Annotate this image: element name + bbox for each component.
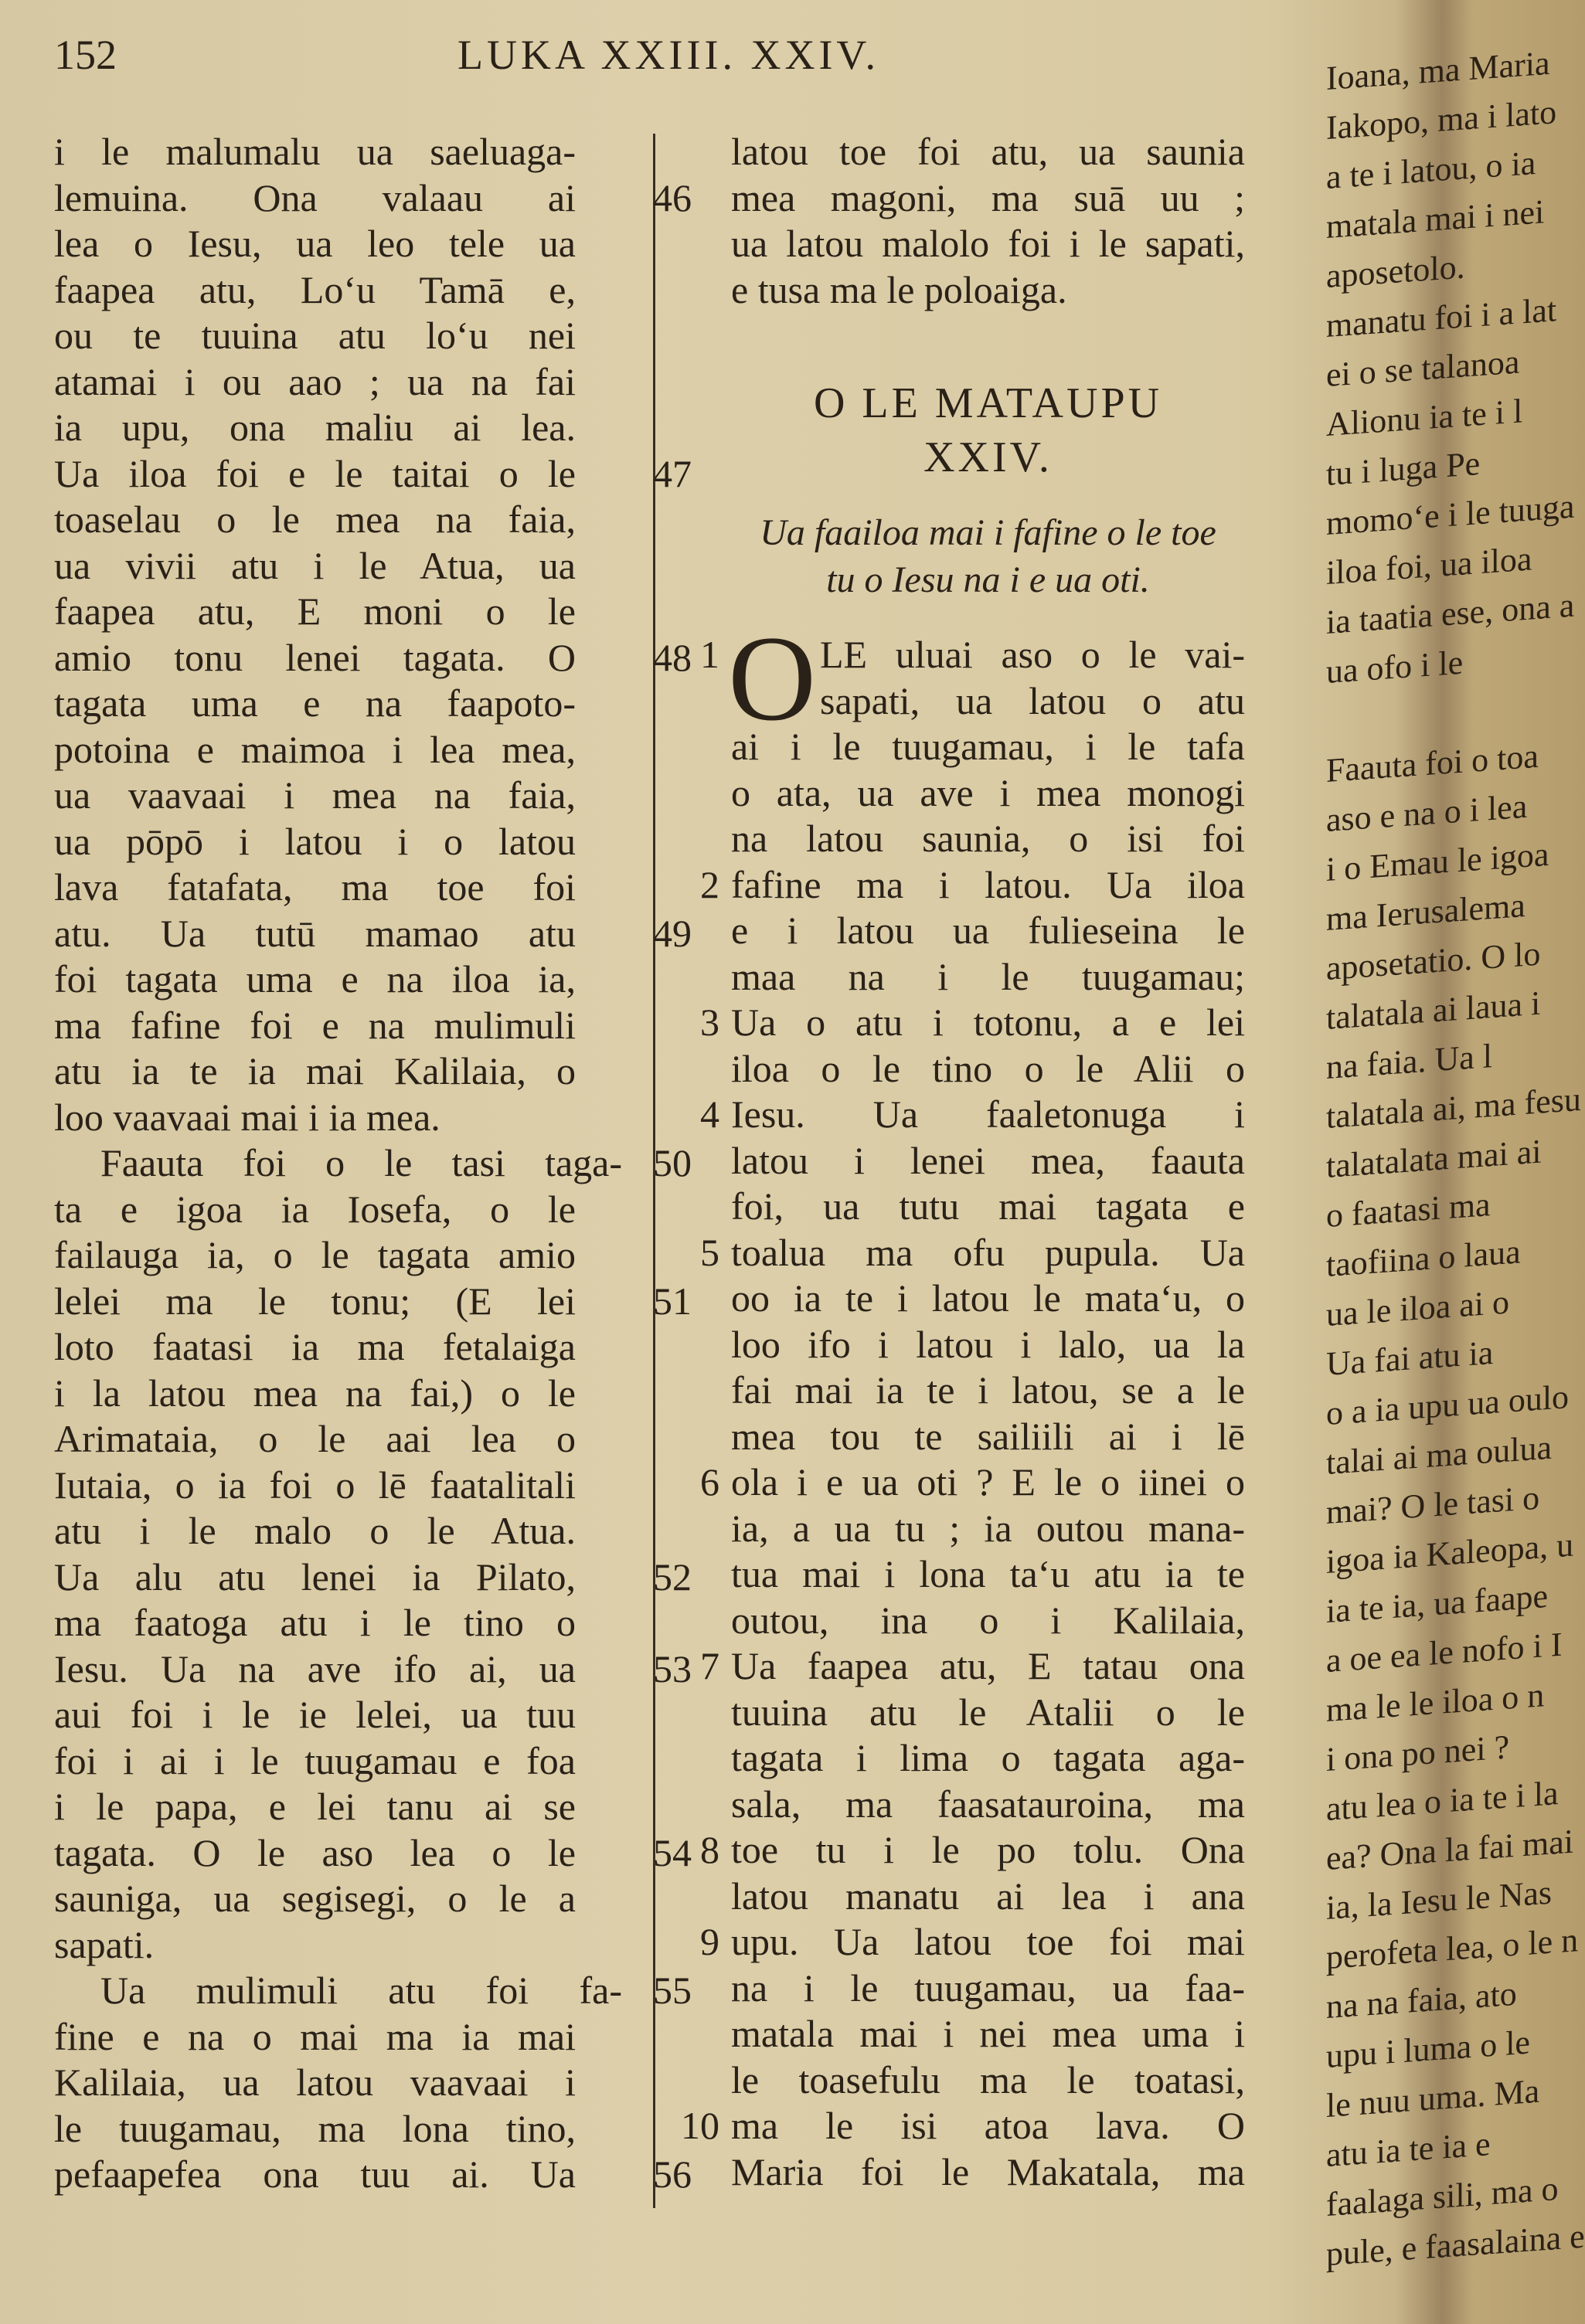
line-text: foi i ai i le tuugamau e foa	[54, 1738, 576, 1782]
adjacent-page-line: pule, e faasalaina e	[1326, 2217, 1585, 2273]
line-text: ma faatoga atu i le tino o	[54, 1601, 576, 1644]
adjacent-page-line: talatala ai laua i	[1326, 984, 1541, 1037]
text-line	[54, 1692, 622, 1738]
line-text: ia upu, ona maliu ai lea.	[54, 406, 576, 449]
adjacent-page-line: faalaga sili, ma o	[1326, 2169, 1559, 2224]
line-text: lelei ma le tonu; (E lei	[54, 1279, 576, 1323]
text-line	[731, 1735, 1245, 1782]
adjacent-page-line: o a ia upu ua oulo	[1326, 1378, 1570, 1432]
text-line	[54, 589, 622, 635]
verse-number: 50	[653, 1141, 692, 1184]
line-text: upu. Ua latou toe foi mai	[731, 1920, 1245, 1963]
text-line	[54, 1554, 692, 1601]
adjacent-page-edge	[1326, 43, 1585, 2324]
line-text: loto faatasi ia ma fetalaiga	[54, 1325, 576, 1368]
line-text: aui foi i le ie lelei, ua tuu	[54, 1693, 576, 1736]
line-text: maa na i le tuugamau;	[731, 954, 1245, 998]
line-text: fine e na o mai ma ia mai	[54, 2014, 576, 2058]
line-text: pefaapefea ona tuu ai. Ua	[54, 2152, 576, 2196]
adjacent-page-line: ua le iloa ai o	[1326, 1283, 1510, 1334]
line-text: e tusa ma le poloaiga.	[731, 267, 1067, 311]
line-text: Arimataia, o le aai lea o	[54, 1417, 576, 1460]
adjacent-page-line: talatalata mai ai	[1326, 1132, 1542, 1185]
text-line	[54, 2014, 622, 2061]
text-line	[54, 773, 622, 819]
line-text: lava fatafata, ma toe foi	[54, 865, 576, 909]
adjacent-page-line: matala mai i nei	[1326, 192, 1545, 246]
adjacent-page-line: perofeta lea, o le n	[1326, 1921, 1579, 1976]
adjacent-page-line: aso e na o i lea	[1326, 787, 1528, 839]
verse-number: 3	[700, 1001, 719, 1044]
chapter-summary-line: Ua faailoa mai i fafine o le toe	[760, 512, 1216, 553]
text-line	[731, 1184, 1245, 1230]
adjacent-page-line: Faauta foi o toa	[1326, 736, 1539, 790]
text-line	[54, 405, 622, 451]
adjacent-page-line: momo‘e i le tuuga	[1326, 487, 1575, 542]
verse-number: 48	[653, 635, 692, 679]
line-text: atu i le malo o le Atua.	[54, 1509, 576, 1552]
text-line	[54, 2152, 692, 2198]
text-line	[54, 267, 622, 314]
text-line	[54, 1279, 692, 1325]
adjacent-page-line: Ioana, ma Maria	[1326, 43, 1550, 98]
verse-number: 7	[700, 1644, 719, 1687]
text-line	[731, 954, 1245, 1001]
text-line	[54, 1095, 622, 1141]
text-line	[731, 770, 1245, 817]
adjacent-page-line: atu lea o ia te i la	[1326, 1773, 1559, 1828]
line-text: latou i lenei mea, faauta	[731, 1138, 1245, 1182]
text-line	[700, 1000, 1245, 1046]
verse-number: 51	[653, 1279, 692, 1323]
line-text: toaselau o le mea na faia,	[54, 498, 576, 541]
text-line	[54, 865, 622, 911]
adjacent-page-line: igoa ia Kaleopa, u	[1326, 1525, 1574, 1581]
text-line	[731, 129, 1245, 175]
text-line	[54, 2106, 622, 2152]
text-line	[54, 1876, 622, 1922]
text-line	[54, 1922, 622, 1969]
right-column-top	[731, 129, 1245, 313]
line-text: ou te tuuina atu lo‘u nei	[54, 314, 576, 357]
line-text: mea magoni, ma suā uu ;	[731, 175, 1245, 219]
verse-number: 55	[653, 1969, 692, 2012]
text-line	[54, 1048, 622, 1095]
text-line	[54, 956, 622, 1003]
line-text: oo ia te i latou le mata‘u, o	[731, 1276, 1245, 1320]
text-line	[54, 1003, 622, 1049]
text-line	[54, 727, 622, 773]
text-line	[731, 1506, 1245, 1552]
text-line	[700, 1827, 1245, 1874]
text-line	[731, 1368, 1245, 1414]
line-text: i le papa, e lei tanu ai se	[54, 1785, 576, 1828]
line-text: faapea atu, Lo‘u Tamā e,	[54, 267, 576, 311]
adjacent-page-line: ei o se talanoa	[1326, 342, 1520, 394]
verse-number: 47	[653, 451, 692, 495]
line-text: Kalilaia, ua latou vaavaai i	[54, 2061, 576, 2104]
text-line	[54, 313, 622, 359]
text-line	[731, 1782, 1245, 1828]
text-line	[54, 1600, 622, 1646]
text-line	[54, 175, 692, 222]
text-line	[731, 1551, 1245, 1598]
verse-number: 53	[653, 1646, 692, 1690]
adjacent-page-line: a te i latou, o ia	[1326, 144, 1536, 196]
line-text: ua pōpō i latou i o latou	[54, 819, 576, 863]
line-text: sala, ma faasatauroina, ma	[731, 1782, 1245, 1826]
line-text: Iesu. Ua na ave ifo ai, ua	[54, 1646, 576, 1690]
text-line	[54, 543, 622, 589]
text-line	[700, 1092, 1245, 1138]
text-line	[731, 2149, 1245, 2196]
line-text: lemuina. Ona valaau ai	[54, 175, 576, 219]
adjacent-page-line: i ona po nei ?	[1326, 1728, 1510, 1779]
line-text: matala mai i nei mea uma i	[731, 2012, 1245, 2055]
verse-number: 2	[700, 862, 719, 906]
line-text: Iutaia, o ia foi o lē faatalitali	[54, 1463, 576, 1507]
line-text: ma fafine foi e na mulimuli	[54, 1003, 576, 1047]
text-line	[54, 1784, 622, 1830]
line-text: Iesu. Ua faaletonuga i	[731, 1092, 1245, 1136]
line-text: sapati.	[54, 1922, 155, 1966]
line-text: Ua o atu i totonu, a e lei	[731, 1001, 1245, 1044]
verse-number: 56	[653, 2152, 692, 2196]
text-line	[54, 1830, 692, 1877]
verse-number: 8	[700, 1828, 719, 1871]
line-text: le tuugamau, ma lona tino,	[54, 2106, 576, 2150]
text-line	[54, 819, 622, 865]
line-text: tagata. O le aso lea o le	[54, 1830, 576, 1874]
verse-number: 6	[700, 1460, 719, 1503]
text-line	[731, 1598, 1245, 1644]
text-line	[54, 1738, 622, 1785]
text-line	[731, 678, 1245, 725]
line-text: Ua mulimuli atu foi fa-	[100, 1969, 622, 2012]
line-text: tagata i lima o tagata aga-	[731, 1736, 1245, 1779]
line-text: e i latou ua fulieseina le	[731, 909, 1245, 952]
verse-number: 1	[700, 633, 719, 676]
adjacent-page-line: tu i luga Pe	[1326, 444, 1481, 493]
adjacent-page-line: ua ofo i le	[1326, 643, 1464, 691]
line-text: ola i e ua oti ? E le o iinei o	[731, 1460, 1245, 1503]
line-text: o ata, ua ave i mea monogi	[731, 770, 1245, 814]
text-line	[731, 1966, 1245, 2012]
adjacent-page-line: manatu foi i a lat	[1326, 290, 1557, 345]
verse-number: 54	[653, 1830, 692, 1874]
line-text: toalua ma ofu pupula. Ua	[731, 1230, 1245, 1274]
page-number: 152	[54, 32, 117, 78]
adjacent-page-line: upu i luma o le	[1326, 2023, 1530, 2075]
adjacent-page-line: na na faia, ato	[1326, 1974, 1517, 2026]
line-text: ia, a ua tu ; ia outou mana-	[731, 1506, 1245, 1550]
chapter-summary-line: tu o Iesu na i e ua oti.	[826, 559, 1150, 600]
text-line	[54, 359, 622, 406]
text-line	[54, 635, 692, 681]
line-text: tagata uma e na faapoto-	[54, 681, 576, 725]
text-line	[731, 1414, 1245, 1460]
verse-number: 9	[700, 1920, 719, 1963]
line-text: toe tu i le po tolu. Ona	[731, 1828, 1245, 1871]
adjacent-page-line: ia, la Iesu le Nas	[1326, 1873, 1552, 1927]
line-text: ma le isi atoa lava. O	[731, 2104, 1245, 2147]
text-line	[54, 129, 622, 175]
drop-cap: O	[728, 611, 817, 746]
line-text: le toasefulu ma le toatasi,	[731, 2057, 1245, 2101]
adjacent-page-line: ia taatia ese, ona a	[1326, 586, 1575, 641]
line-text: ta e igoa ia Iosefa, o le	[54, 1187, 576, 1231]
text-line	[700, 1643, 1245, 1690]
line-text: Faauta foi o le tasi taga-	[100, 1141, 622, 1184]
line-text: Ua iloa foi e le taitai o le	[54, 451, 576, 495]
line-text: sauniga, ua segisegi, o le a	[54, 1877, 576, 1920]
line-text: ua vaavaai i mea na faia,	[54, 773, 576, 817]
left-column	[54, 129, 692, 2198]
text-line	[700, 1230, 1245, 1276]
adjacent-page-line: i o Emau le igoa	[1326, 834, 1549, 888]
text-line	[731, 221, 1245, 267]
adjacent-page-line: talatala ai, ma fesu	[1326, 1079, 1581, 1136]
text-line	[731, 1874, 1245, 1920]
adjacent-page-line: Iakopo, ma i lato	[1326, 93, 1557, 147]
adjacent-page-line: ma le le iloa o n	[1326, 1676, 1545, 1729]
text-line	[731, 1322, 1245, 1368]
line-text: i le malumalu ua saeluaga-	[54, 130, 576, 173]
line-text: failauga ia, o le tagata amio	[54, 1233, 576, 1276]
verse-number: 46	[653, 175, 692, 219]
text-line	[54, 1371, 622, 1417]
text-line	[731, 1138, 1245, 1184]
text-line	[54, 1140, 692, 1187]
text-line	[54, 911, 692, 957]
text-line	[54, 1463, 622, 1509]
text-line	[731, 816, 1245, 862]
adjacent-page-line: na faia. Ua l	[1326, 1036, 1492, 1086]
line-text: atamai i ou aao ; ua na fai	[54, 359, 576, 403]
chapter-heading: O LE MATAUPU	[813, 379, 1163, 427]
adjacent-page-line: Ua fai atu ia	[1326, 1333, 1494, 1383]
line-text: tua mai i lona ta‘u atu ia te	[731, 1552, 1245, 1595]
verse-number: 4	[700, 1092, 719, 1136]
running-head: LUKA XXIII. XXIV.	[457, 32, 879, 78]
line-text: na latou saunia, o isi foi	[731, 817, 1245, 860]
text-line	[731, 2057, 1245, 2104]
verse-number: 10	[681, 2104, 719, 2147]
line-text: ai i le tuugamau, i le tafa	[731, 725, 1245, 768]
adjacent-page-line: ma Ierusalema	[1326, 885, 1525, 938]
line-text: latou toe foi atu, ua saunia	[731, 130, 1245, 173]
text-line	[731, 908, 1245, 954]
line-text: i la latou mea na fai,) o le	[54, 1371, 576, 1415]
adjacent-page-line: a oe ea le nofo i I	[1326, 1625, 1563, 1680]
text-line	[731, 2011, 1245, 2057]
line-text: faapea atu, E moni o le	[54, 589, 576, 633]
verse-number: 52	[653, 1554, 692, 1599]
text-line	[54, 1416, 622, 1463]
line-text: ua vivii atu i le Atua, ua	[54, 543, 576, 587]
line-text: latou manatu ai lea i ana	[731, 1874, 1245, 1918]
line-text: potoina e maimoa i lea mea,	[54, 727, 576, 771]
line-text: iloa o le tino o le Alii o	[731, 1046, 1245, 1090]
line-text: foi tagata uma e na iloa ia,	[54, 957, 576, 1001]
adjacent-page-line: ia te ia, ua faape	[1326, 1576, 1549, 1630]
right-column	[681, 632, 1245, 2195]
adjacent-page-line: Alionu ia te i l	[1326, 392, 1523, 443]
adjacent-page-line: atu ia te ia e	[1326, 2125, 1491, 2174]
text-line	[700, 632, 1245, 678]
text-line	[731, 1276, 1245, 1322]
line-text: lea o Iesu, ua leo tele ua	[54, 222, 576, 265]
line-text: ua latou malolo foi i le sapati,	[731, 222, 1245, 265]
line-text: Maria foi le Makatala, ma	[731, 2149, 1245, 2193]
adjacent-page-line: aposetolo.	[1326, 247, 1465, 295]
text-line	[54, 681, 622, 727]
line-text: mea tou te sailiili ai i lē	[731, 1414, 1245, 1458]
text-line	[731, 724, 1245, 770]
line-text: atu ia te ia mai Kalilaia, o	[54, 1049, 576, 1092]
adjacent-page-line: ea? Ona la fai mai	[1326, 1822, 1574, 1877]
adjacent-page-line: talai ai ma oulua	[1326, 1428, 1552, 1482]
text-line	[54, 1324, 622, 1371]
line-text: foi, ua tutu mai tagata e	[731, 1184, 1245, 1228]
text-line	[700, 1459, 1245, 1506]
text-line	[54, 1508, 622, 1554]
text-line	[54, 497, 622, 543]
text-line	[731, 267, 1245, 314]
adjacent-page-line: iloa foi, ua iloa	[1326, 539, 1532, 592]
text-line	[54, 1646, 692, 1693]
adjacent-page-line: mai? O le tasi o	[1326, 1478, 1540, 1531]
text-line	[700, 862, 1245, 909]
text-line	[54, 221, 622, 267]
line-text: LE uluai aso o le vai-	[820, 633, 1245, 676]
line-text: fafine ma i latou. Ua iloa	[731, 862, 1245, 906]
line-text: outou, ina o i Kalilaia,	[731, 1598, 1245, 1642]
line-text: loo vaavaai mai i ia mea.	[54, 1095, 440, 1139]
line-text: sapati, ua latou o atu	[820, 678, 1245, 722]
line-text: fai mai ia te i latou, se a le	[731, 1368, 1245, 1412]
adjacent-page-line: taofiina o laua	[1326, 1232, 1521, 1284]
text-line	[700, 1919, 1245, 1966]
line-text: atu. Ua tutū mamao atu	[54, 911, 576, 955]
verse-number: 5	[700, 1230, 719, 1274]
text-line	[681, 2103, 1245, 2149]
line-text: Ua alu atu lenei ia Pilato,	[54, 1554, 576, 1599]
adjacent-page-line: le nuu uma. Ma	[1326, 2071, 1540, 2125]
adjacent-page-line: o faatasi ma	[1326, 1185, 1491, 1235]
line-text: loo ifo i latou i lalo, ua la	[731, 1322, 1245, 1366]
text-line	[731, 1690, 1245, 1736]
text-line	[54, 2060, 622, 2106]
text-line	[54, 1968, 692, 2014]
line-text: amio tonu lenei tagata. O	[54, 635, 576, 679]
line-text: tuuina atu le Atalii o le	[731, 1690, 1245, 1734]
text-line	[54, 1187, 622, 1233]
line-text: Ua faapea atu, E tatau ona	[731, 1644, 1245, 1687]
text-line	[54, 1232, 622, 1279]
chapter-number: XXIV.	[923, 433, 1053, 481]
text-line	[54, 451, 692, 498]
line-text: na i le tuugamau, ua faa-	[731, 1966, 1245, 2010]
text-line	[731, 175, 1245, 222]
text-line	[731, 1046, 1245, 1092]
verse-number: 49	[653, 911, 692, 955]
adjacent-page-line: aposetatio. O lo	[1326, 934, 1541, 987]
